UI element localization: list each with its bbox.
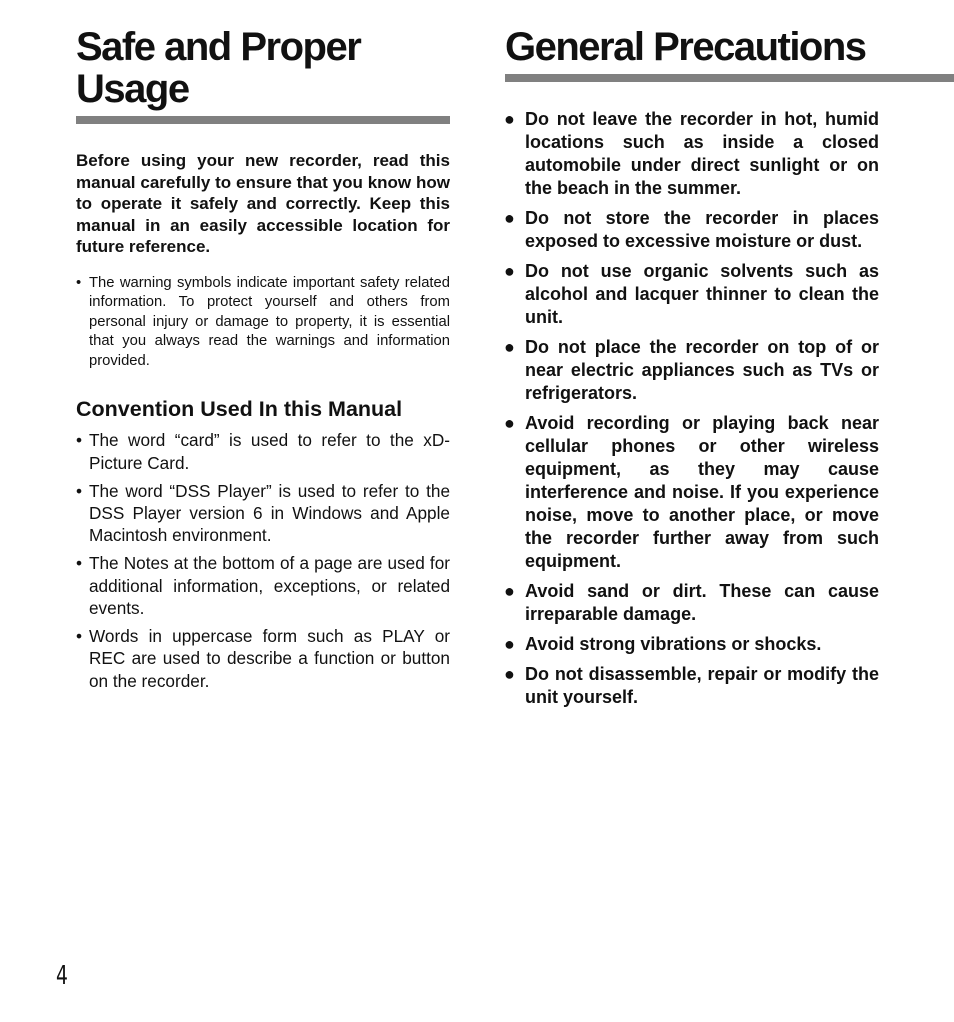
bullet-text: The warning symbols indicate important safety related information. To protect yourself and others from personal injury or damage to property, it is essential that you always read the warnings and information provided. [89,274,450,369]
left-column [76,26,450,698]
intro-paragraph: Before using your new recorder, read this manual carefully to ensure that you know how to operate it safely and correctly. Keep this manual in an easily accessible location for future reference. [76,151,450,257]
page-title-safe-usage [76,26,450,110]
bullet-icon: • [76,480,83,501]
bullet-icon: • [76,274,82,291]
list-item [76,625,450,692]
section-heading: Convention Used In this Manual [76,397,403,422]
page-title-general-precautions: General Precautions [505,25,866,69]
title-line-1: Safe and Proper [76,25,361,69]
bullet-text: The Notes at the bottom of a page are used for additional information, exceptions, or related events. [89,553,450,618]
list-item [505,633,879,656]
title-divider [505,74,954,82]
bullet-icon: • [76,430,83,451]
precaution-text: Do not leave the recorder in hot, humid locations such as inside a closed automobile under direct sunlight or on the beach in the summer. [525,109,879,198]
bullet-text: The word “DSS Player” is used to refer to the DSS Player version 6 in Windows and Apple Macintosh environment. [89,480,450,546]
bullet-circle-icon: ● [504,664,515,684]
bullet-circle-icon: ● [504,109,515,129]
list-item [76,480,450,547]
title-line-2: Usage [76,67,189,111]
title-divider [76,116,450,124]
page-number: 4 [56,961,68,991]
precaution-text: Do not use organic solvents such as alcohol and lacquer thinner to clean the unit. [525,261,879,327]
bullet-circle-icon: ● [504,413,515,433]
list-item [505,336,879,405]
precaution-text: Do not store the recorder in places exposed to excessive moisture or dust. [525,208,879,251]
list-item [505,108,879,200]
precaution-text: Do not disassemble, repair or modify the unit yourself. [525,664,879,707]
list-item [76,274,450,372]
bullet-circle-icon: ● [504,581,515,601]
bullet-circle-icon: ● [504,261,515,281]
convention-bullet-list [76,429,450,691]
precaution-text: Avoid recording or playing back near cellular phones or other wireless equipment, as they may cause interference and noise. If you experience noise, move to another place, or move the recorder further away from such equipment. [525,413,879,571]
precaution-text: Do not place the recorder on top of or near electric appliances such as TVs or refrigerators. [525,337,879,403]
bullet-icon: • [76,553,83,574]
list-item [505,663,879,709]
bullet-text: The word “card” is used to refer to the xD-Picture Card. [89,430,450,473]
precaution-text: Avoid strong vibrations or shocks. [525,634,822,654]
warning-bullet-list [76,274,450,372]
list-item [76,552,450,619]
precaution-text: Avoid sand or dirt. These can cause irreparable damage. [525,581,879,624]
list-item [505,580,879,626]
bullet-icon: • [76,626,83,647]
bullet-text: Words in uppercase form such as PLAY or REC are used to describe a function or button on the recorder. [89,626,450,691]
bullet-circle-icon: ● [504,634,515,654]
list-item [505,412,879,573]
precautions-list [505,108,879,709]
list-item [505,260,879,329]
right-column [505,26,879,716]
list-item [76,429,450,473]
bullet-circle-icon: ● [504,337,515,357]
bullet-circle-icon: ● [504,208,515,228]
list-item [505,207,879,253]
